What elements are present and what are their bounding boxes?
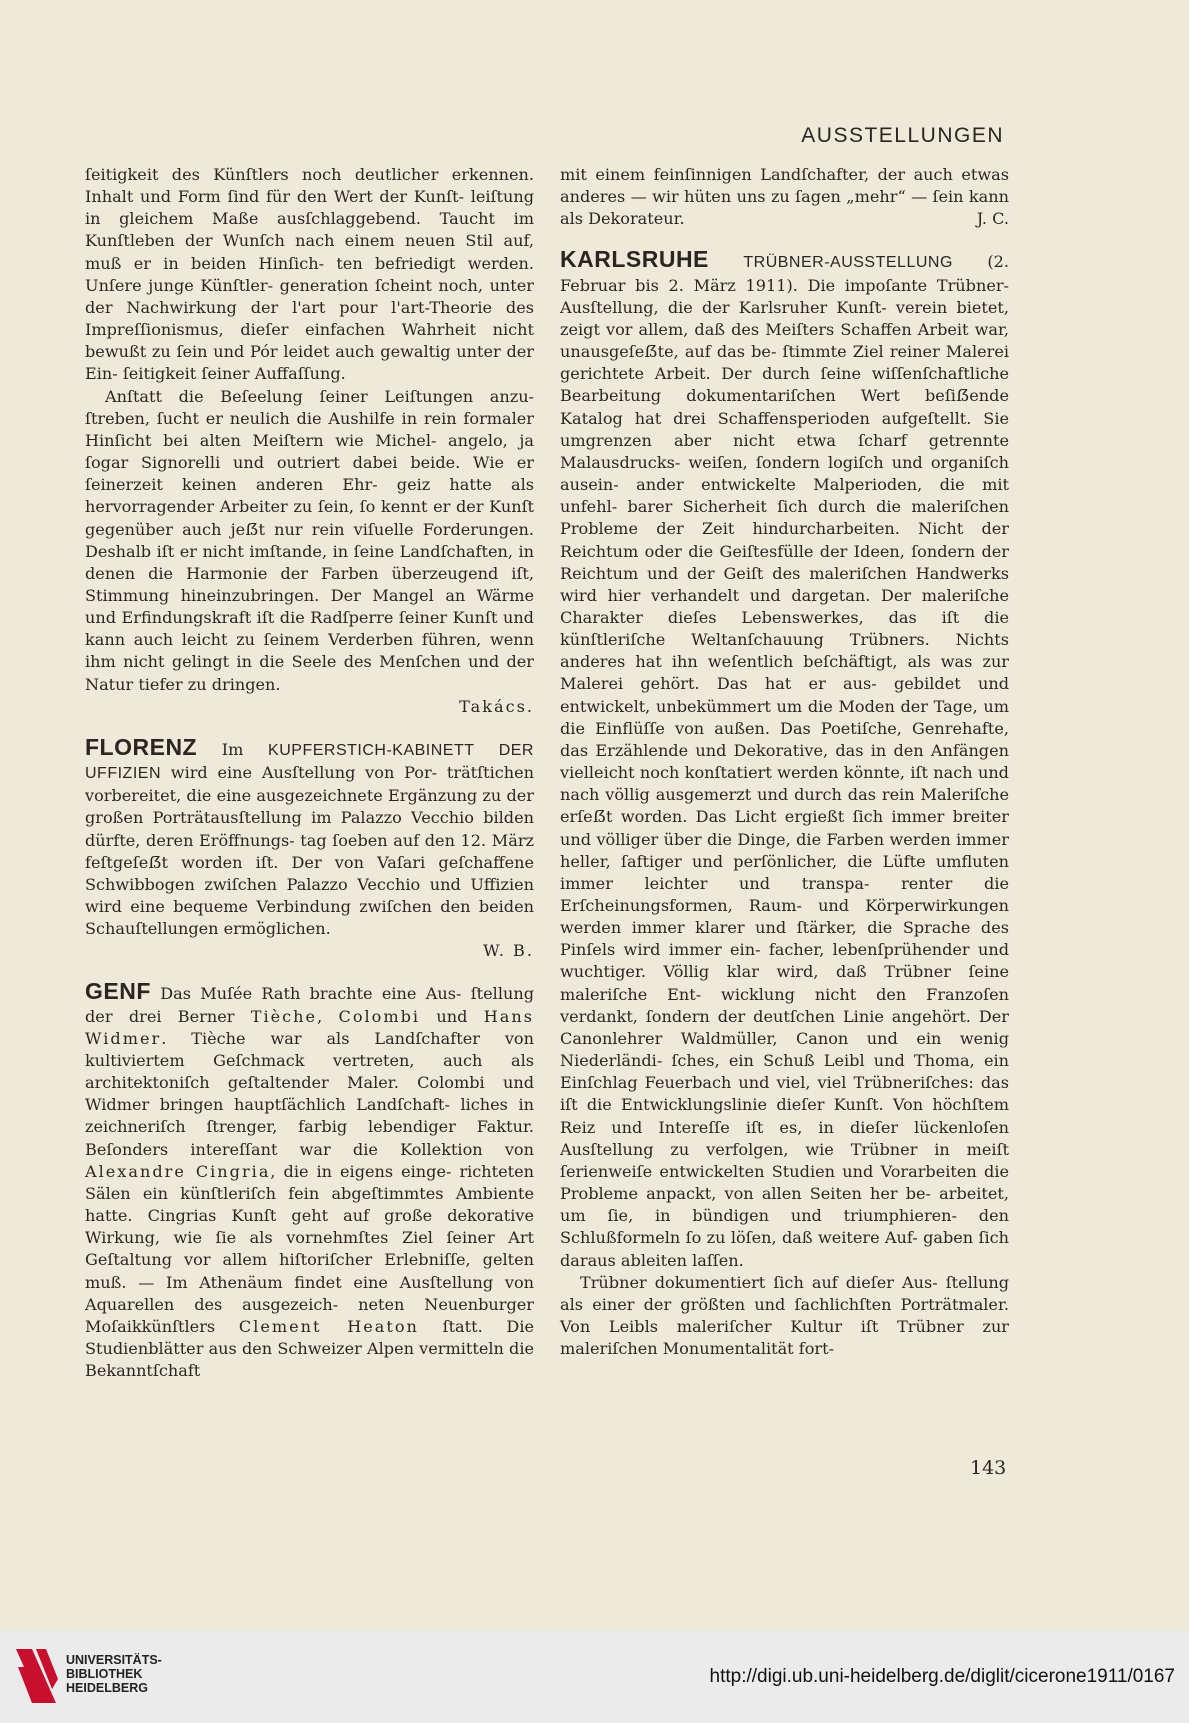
- running-title: AUSSTELLUNGEN: [801, 124, 1004, 147]
- section-text: , die in eigens einge- richteten Sälen ein künſtleriſch fein abgeſtimmtes Ambiente hatte. Cingrias Kunſt geht auf große dekorative Wirkung, wie ſie als vornehmſtes Ziel ſeiner Art Geſtaltung vor allem hiſtoriſcher Erlebniſſe, gelten muß. — Im Athenäum findet eine Ausſtellung von Aquarellen des ausgezeich- neten Neuenburger Moſaikkünſtlers: [85, 1161, 535, 1336]
- library-name: [66, 1653, 162, 1695]
- right-column: [560, 164, 1009, 1360]
- library-footer: [0, 1630, 1189, 1723]
- paragraph: Anſtatt die Beſeelung ſeiner Leiſtungen anzu- ſtreben, ſucht er neulich die Aushilfe in rein formaler Hinſicht bei alten Meiſtern wie Michel- angelo, ja ſogar Signorelli und outriert dabei beide. Wie er ſeinerzeit keinen anderen Ehr- geiz hatte als hervorragender Arbeiter zu ſein, ſo kennt er der Kunſt gegenüber auch jeẞt nur rein viſuelle Forderungen. Deshalb iſt er nicht imſtande, in ſeine Landſchaften, in denen die Harmonie der Farben überzeugend iſt, Stimmung hineinzubringen. Der Mangel an Wärme und Erfindungskraft iſt die Radſperre ſeiner Kunſt und kann auch leicht zu ſeinem Verderben führen, wenn ihm nicht gelingt in die Seele des Menſchen und der Natur tiefer zu dringen.: [85, 386, 534, 694]
- paragraph-text: mit einem feinſinnigen Landſchafter, der auch etwas anderes — wir hüten uns zu ſagen „mehr“ — ſein kann als Dekorateur.: [560, 165, 1009, 229]
- author-signature: W. B.: [483, 941, 534, 961]
- section-text: ,: [317, 1006, 323, 1026]
- section-heading: GENF: [85, 978, 151, 1005]
- section-karlsruhe: [560, 248, 1009, 1271]
- library-name-line: BIBLIOTHEK: [66, 1667, 143, 1681]
- section-text: . Tièche war als Landſchafter von kultiviertem Geſchmack vertreten, auch als architektoniſch geſtaltender Maler. Colombi und Widmer bringen hauptſächlich Landſchaft- liches in zeichneriſch ſtrenger, farbig lebendiger Faktur. Beſonders intereſſant war die Kollektion von: [85, 1028, 534, 1159]
- paragraph: ſeitigkeit des Künſtlers noch deutlicher erkennen. Inhalt und Form ſind für den Wert der Kunſt- leiſtung in gleichem Maße ausſchlaggebend. Taucht im Kunſtleben der Wunſch nach einem neuen Stil auf, muß er in beiden Hinſich- ten befriedigt werden. Unſere junge Künſtler- generation ſcheint noch, unter der Nachwirkung der l'art pour l'art-Theorie des Impreſſionismus, dieſer einfachen Wahrheit nicht bewußt zu ſein und Pór leidet auch gewaltig unter der Ein- ſeitigkeit ſeiner Auffaſſung.: [85, 165, 534, 384]
- section-florenz: [85, 733, 534, 940]
- section-text: ſtatt. Die Studienblätter aus den Schweizer Alpen vermitteln die Bekanntſchaft: [85, 1316, 534, 1381]
- section-text: wird eine Ausſtellung von Por- trätſtichen vorbereitet, die eine ausgezeichnete Ergänzung zu der großen Porträtausſtellung im Palazzo Vecchio bilden dürfte, deren Eröffnungs- tag ſoeben auf den 12. März feſtgeſeẞt worden iſt. Der von Vaſari geſchaffene Schwibbogen zwiſchen Palazzo Vecchio und Uffizien wird eine bequeme Verbindung zwiſchen den beiden Schauſtellungen ermöglichen.: [85, 763, 534, 939]
- left-column: [85, 164, 534, 1382]
- library-name-line: UNIVERSITÄTS-: [66, 1653, 162, 1667]
- section-text: und: [436, 1006, 468, 1026]
- section-subheading: TRÜBNER-AUSSTELLUNG: [743, 254, 953, 272]
- paragraph: [560, 164, 1009, 230]
- section-intro: Im: [221, 739, 244, 759]
- section-heading: KARLSRUHE: [560, 246, 709, 273]
- page-number: 143: [970, 1457, 1007, 1479]
- section-text: (2. Februar bis 2. März 1911). Die impoſante Trübner-Ausſtellung, die der Karlsruher Kunſt- verein bietet, zeigt vor allem, daß des Meiſters Schaffen Arbeit war, unausgeſeẞte, auf das be- ſtimmte Ziel reiner Malerei gerichtete Arbeit. Der durch ſeine wiſſenſchaftliche Bearbeitung dokumentariſchen Wert beſiẞende Katalog hat drei Schaffensperioden aufgeſtellt. Sie umgrenzen aber nicht etwa ſcharf getrennte Malausdrucks- weiſen, ſondern logiſch und organiſch ausein- ander entwickelte Malperioden, die mit unfehl- barer Sicherheit ſich durch die maleriſchen Probleme der Zeit hindurcharbeiten. Nicht der Reichtum oder die Geiſtesfülle der Ideen, ſondern der Reichtum und der Geiſt des maleriſchen Handwerks wird hier verhandelt und dargetan. Der maleriſche Charakter dieſes Lebenswerkes, das iſt die künſtleriſche Weltanſchauung Trübners. Nichts anderes hat ihn weſentlich beſchäftigt, als was zur Malerei gehört. Das hat er aus- gebildet und entwickelt, unbekümmert um die Moden der Tage, um die Einflüſſe von außen. Das Poetiſche, Genrehafte, das Erzählende und Dekorative, das in den Anfängen vielleicht noch konſtatiert werden könnte, iſt nach und nach völlig ausgemerzt und durch das rein Maleriſche erſeẞt worden. Das Licht ergießt ſich immer breiter und völliger über die Dinge, die Farben werden immer heller, ſaftiger und perſönlicher, die Lüfte umfluten immer leichter und transpa- renter die Erſcheinungsformen, Raum- und Körperwirkungen werden immer klarer und ſtärker, die Sprache des Pinſels wird immer ein- facher, lebenſprühender und wuchtiger. Völlig klar wird, daß Trübner ſeine maleriſche Ent- wicklung nicht den Franzoſen verdankt, ſondern der deutſchen Linie angehört. Der Canonlehrer Waldmüller, Canon und ein wenig Niederländi- ſches, ein Schuß Leibl und Thoma, ein Einſchlag Feuerbach und viel, viel Trübneriſches: das iſt die Entwicklungslinie dieſer Kunſt. Von höchſtem Reiz und Intereſſe iſt es, in dieſer lückenloſen Ausſtellung zu verfolgen, wie Trübner in meiſt ſerienweiſe entwickelten Studien und Vorarbeiten die Probleme anpackt, von allen Seiten her be- arbeitet, um ſie, in bündigen und triumphieren- den Schlußformeln ſo zu löſen, daß weitere Auf- gaben ſich daraus ableiten laſſen.: [560, 252, 1009, 1270]
- section-subheading: KUPFERSTICH-KABINETT DER UFFIZIEN: [85, 741, 534, 783]
- source-url-link[interactable]: http://digi.ub.uni-heidelberg.de/diglit/cicerone1911/0167: [709, 1666, 1175, 1687]
- university-library-heidelberg-logo-icon: [12, 1645, 60, 1707]
- library-name-line: HEIDELBERG: [66, 1681, 148, 1695]
- paragraph: Trübner dokumentiert ſich auf dieſer Aus- ſtellung als einer der größten und ſachlichſten Porträtmaler. Von Leibls maleriſcher Kultur iſt Trübner zur maleriſchen Monumentalität fort-: [560, 1272, 1009, 1359]
- section-genf: [85, 980, 534, 1382]
- artist-name: Clement Heaton: [238, 1316, 419, 1336]
- artist-name: Hans Widmer: [85, 1006, 534, 1048]
- artist-name: Alexandre Cingria: [85, 1161, 271, 1181]
- section-heading: FLORENZ: [85, 733, 198, 760]
- artist-name: Colombi: [338, 1006, 421, 1026]
- section-text: Das Muſée Rath brachte eine Aus- ſtellung der drei Berner: [85, 984, 534, 1026]
- artist-name: Tièche: [250, 1006, 318, 1026]
- author-signature: J. C.: [976, 209, 1009, 229]
- author-signature: Takács.: [459, 696, 534, 716]
